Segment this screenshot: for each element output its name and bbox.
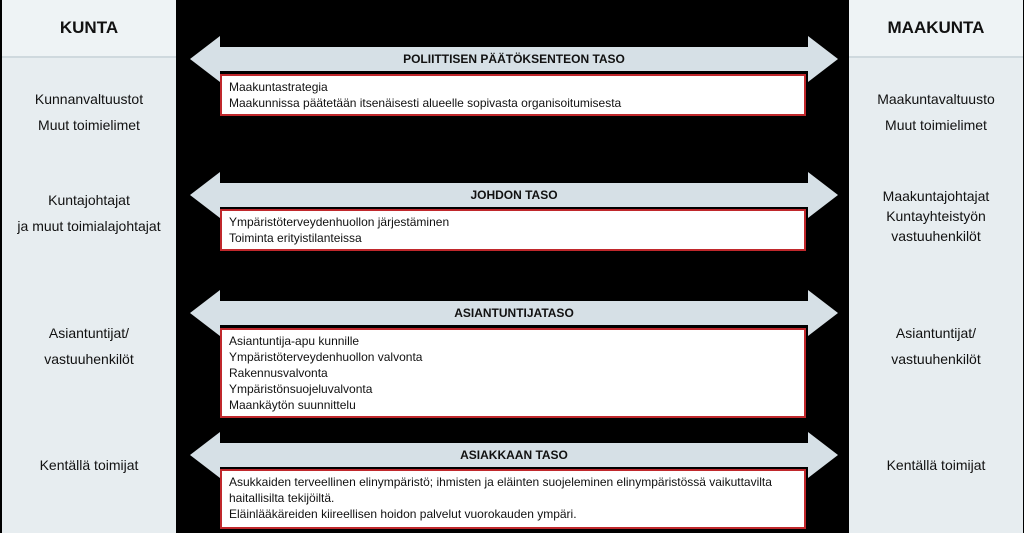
kunta-level-3-text xyxy=(2,320,176,372)
kunta-level-1-text xyxy=(2,86,176,138)
maakunta-column xyxy=(849,0,1023,533)
kunta-item: Kunnanvaltuustot xyxy=(34,91,144,107)
level-line: Asukkaiden terveellinen elinympäristö; ihmisten ja eläinten suojeleminen elinympäristössä vaikuttavilta xyxy=(229,475,772,489)
maakunta-item: vastuuhenkilöt xyxy=(891,351,981,367)
level-line: Toiminta erityistilanteissa xyxy=(229,231,362,245)
kunta-item: Kentällä toimijat xyxy=(39,457,139,473)
level-line: Maakunnissa päätetään itsenäisesti alueelle sopivasta organisoitumisesta xyxy=(229,96,622,110)
level-line: Ympäristönsuojeluvalvonta xyxy=(229,382,373,396)
kunta-item: Kuntajohtajat xyxy=(48,192,130,208)
maakunta-item: Maakuntavaltuusto xyxy=(877,91,995,107)
level-title: POLIITTISEN PÄÄTÖKSENTEON TASO xyxy=(403,52,625,66)
level-4-box xyxy=(220,469,806,529)
kunta-item: ja muut toimialajohtajat xyxy=(17,218,161,234)
level-line: Maankäytön suunnittelu xyxy=(229,398,356,412)
kunta-item: Muut toimielimet xyxy=(38,117,140,133)
level-title: ASIANTUNTIJATASO xyxy=(454,306,574,320)
level-line: Asiantuntija-apu kunnille xyxy=(229,334,360,348)
level-3-box xyxy=(220,328,806,418)
level-line: Eläinlääkäreiden kiireellisen hoidon palvelut vuorokauden ympäri. xyxy=(229,507,577,521)
kunta-header: KUNTA xyxy=(2,0,176,58)
level-line: Rakennusvalvonta xyxy=(229,366,328,380)
maakunta-level-3-text xyxy=(849,320,1023,372)
maakunta-item: vastuuhenkilöt xyxy=(891,228,981,244)
level-line: Ympäristöterveydenhuollon järjestäminen xyxy=(229,215,450,229)
level-line: haitallisilta tekijöiltä. xyxy=(229,491,335,505)
maakunta-item: Muut toimielimet xyxy=(885,117,987,133)
level-1-box xyxy=(220,74,806,116)
level-title: JOHDON TASO xyxy=(470,188,558,202)
maakunta-item: Maakuntajohtajat xyxy=(882,188,990,204)
level-line: Maakuntastrategia xyxy=(229,80,328,94)
level-title: ASIAKKAAN TASO xyxy=(460,448,568,462)
maakunta-level-4-text xyxy=(849,452,1023,478)
maakunta-header: MAAKUNTA xyxy=(849,0,1023,58)
kunta-level-2-text xyxy=(2,187,176,239)
kunta-level-4-text xyxy=(2,452,176,478)
maakunta-item: Asiantuntijat/ xyxy=(895,325,977,341)
maakunta-level-1-text xyxy=(849,86,1023,138)
maakunta-level-2-text xyxy=(849,186,1023,246)
kunta-item: vastuuhenkilöt xyxy=(44,351,134,367)
level-2-box xyxy=(220,209,806,251)
kunta-item: Asiantuntijat/ xyxy=(48,325,130,341)
maakunta-item: Kuntayhteistyön xyxy=(886,208,986,224)
maakunta-item: Kentällä toimijat xyxy=(886,457,986,473)
kunta-column xyxy=(2,0,176,533)
level-line: Ympäristöterveydenhuollon valvonta xyxy=(229,350,423,364)
